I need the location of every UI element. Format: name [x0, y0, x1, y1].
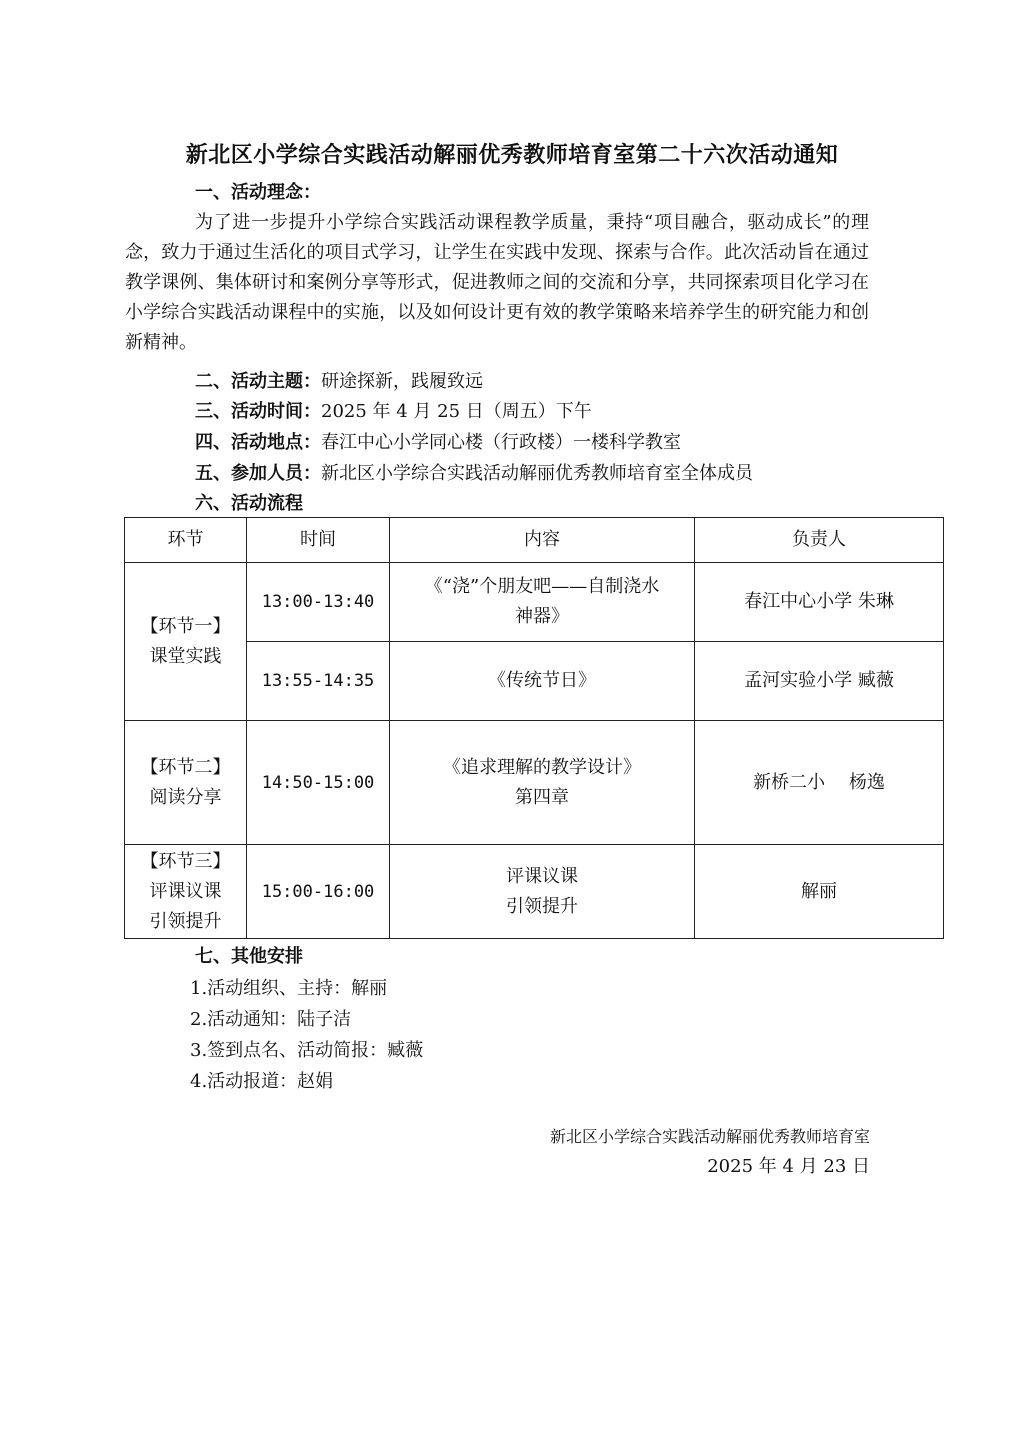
header-owner: 负责人: [695, 518, 944, 563]
table-row: [125, 642, 944, 721]
stage1-cell: [125, 563, 247, 721]
notice-title: 新北区小学综合实践活动解丽优秀教师培育室第二十六次活动通知: [185, 142, 839, 168]
row3-content-line2: 第四章: [515, 786, 569, 808]
row4-time: 15:00-16:00: [247, 845, 390, 939]
row4-content-line2: 引领提升: [506, 895, 578, 917]
row3-content: [390, 721, 695, 845]
other-item: 4.活动报道：赵娟: [190, 1071, 334, 1092]
stage1-name: 课堂实践: [149, 645, 222, 667]
stage2-name: 阅读分享: [149, 786, 222, 808]
table-header-row: [125, 518, 944, 563]
signature-date: 2025 年 4 月 23 日: [707, 1156, 870, 1177]
flow-heading: [195, 489, 955, 515]
stage2-label: 【环节二】: [140, 756, 231, 778]
other-item: 2.活动通知：陆子洁: [190, 1009, 352, 1030]
people-line: [195, 459, 955, 485]
header-stage: 环节: [125, 518, 247, 563]
people-value: 新北区小学综合实践活动解丽优秀教师培育室全体成员: [321, 463, 753, 484]
row1-owner: 春江中心小学 朱琳: [695, 563, 944, 642]
row1-time: 13:00-13:40: [247, 563, 390, 642]
table-row: [125, 721, 944, 845]
idea-heading-label: 一、活动理念：: [195, 182, 321, 203]
theme-heading: 二、活动主题：: [195, 371, 321, 392]
row2-owner: 孟河实验小学 臧薇: [695, 642, 944, 721]
header-time: 时间: [247, 518, 390, 563]
stage3-cell: [125, 845, 247, 939]
row4-owner: 解丽: [695, 845, 944, 939]
time-line: [195, 397, 955, 423]
other-heading-label: 七、其他安排: [195, 946, 303, 967]
stage1-label: 【环节一】: [140, 615, 231, 637]
other-item: 1.活动组织、主持：解丽: [190, 978, 388, 999]
people-heading: 五、参加人员：: [195, 463, 321, 484]
row3-time: 14:50-15:00: [247, 721, 390, 845]
header-content: 内容: [390, 518, 695, 563]
row4-content-line1: 评课议课: [506, 865, 578, 887]
theme-value: 研途探新，践履致远: [321, 371, 483, 392]
table-row: [125, 563, 944, 642]
time-heading: 三、活动时间：: [195, 401, 321, 422]
stage3-name-line2: 引领提升: [149, 910, 222, 932]
row4-content: [390, 845, 695, 939]
place-line: [195, 428, 955, 454]
other-item: 3.签到点名、活动简报：臧薇: [190, 1040, 424, 1061]
signature-org: 新北区小学综合实践活动解丽优秀教师培育室: [549, 1127, 870, 1146]
theme-line: [195, 367, 955, 393]
row3-content-line1: 《追求理解的教学设计》: [443, 756, 641, 778]
flow-heading-label: 六、活动流程: [195, 493, 303, 514]
row1-content-line1: 《“浇”个朋友吧——自制浇水: [424, 576, 660, 597]
place-value: 春江中心小学同心楼（行政楼）一楼科学教室: [321, 432, 681, 453]
row1-content: [390, 563, 695, 642]
row1-content-line2: 神器》: [515, 606, 569, 627]
place-heading: 四、活动地点：: [195, 432, 321, 453]
stage3-name-line1: 评课议课: [149, 880, 222, 902]
idea-paragraph: 为了进一步提升小学综合实践活动课程教学质量，秉持“项目融合，驱动成长”的理念，致力于通过生活化的项目式学习，让学生在实践中发现、探索与合作。此次活动旨在通过教学课例、集体研讨和案例分享等形式，促进教师之间的交流和分享，共同探索项目化学习在小学综合实践活动课程中的实施，以及如何设计更有效的教学策略来培养学生的研究能力和创新精神。: [125, 212, 869, 353]
time-value: 2025 年 4 月 25 日（周五）下午: [321, 401, 592, 422]
row2-time: 13:55-14:35: [247, 642, 390, 721]
stage3-label: 【环节三】: [140, 850, 231, 872]
table-row: [125, 845, 944, 939]
stage2-cell: [125, 721, 247, 845]
idea-heading: [195, 178, 955, 204]
row3-owner: 新桥二小 杨逸: [695, 721, 944, 845]
schedule-table: [124, 517, 944, 939]
other-heading: [195, 942, 955, 968]
row2-content: 《传统节日》: [390, 642, 695, 721]
